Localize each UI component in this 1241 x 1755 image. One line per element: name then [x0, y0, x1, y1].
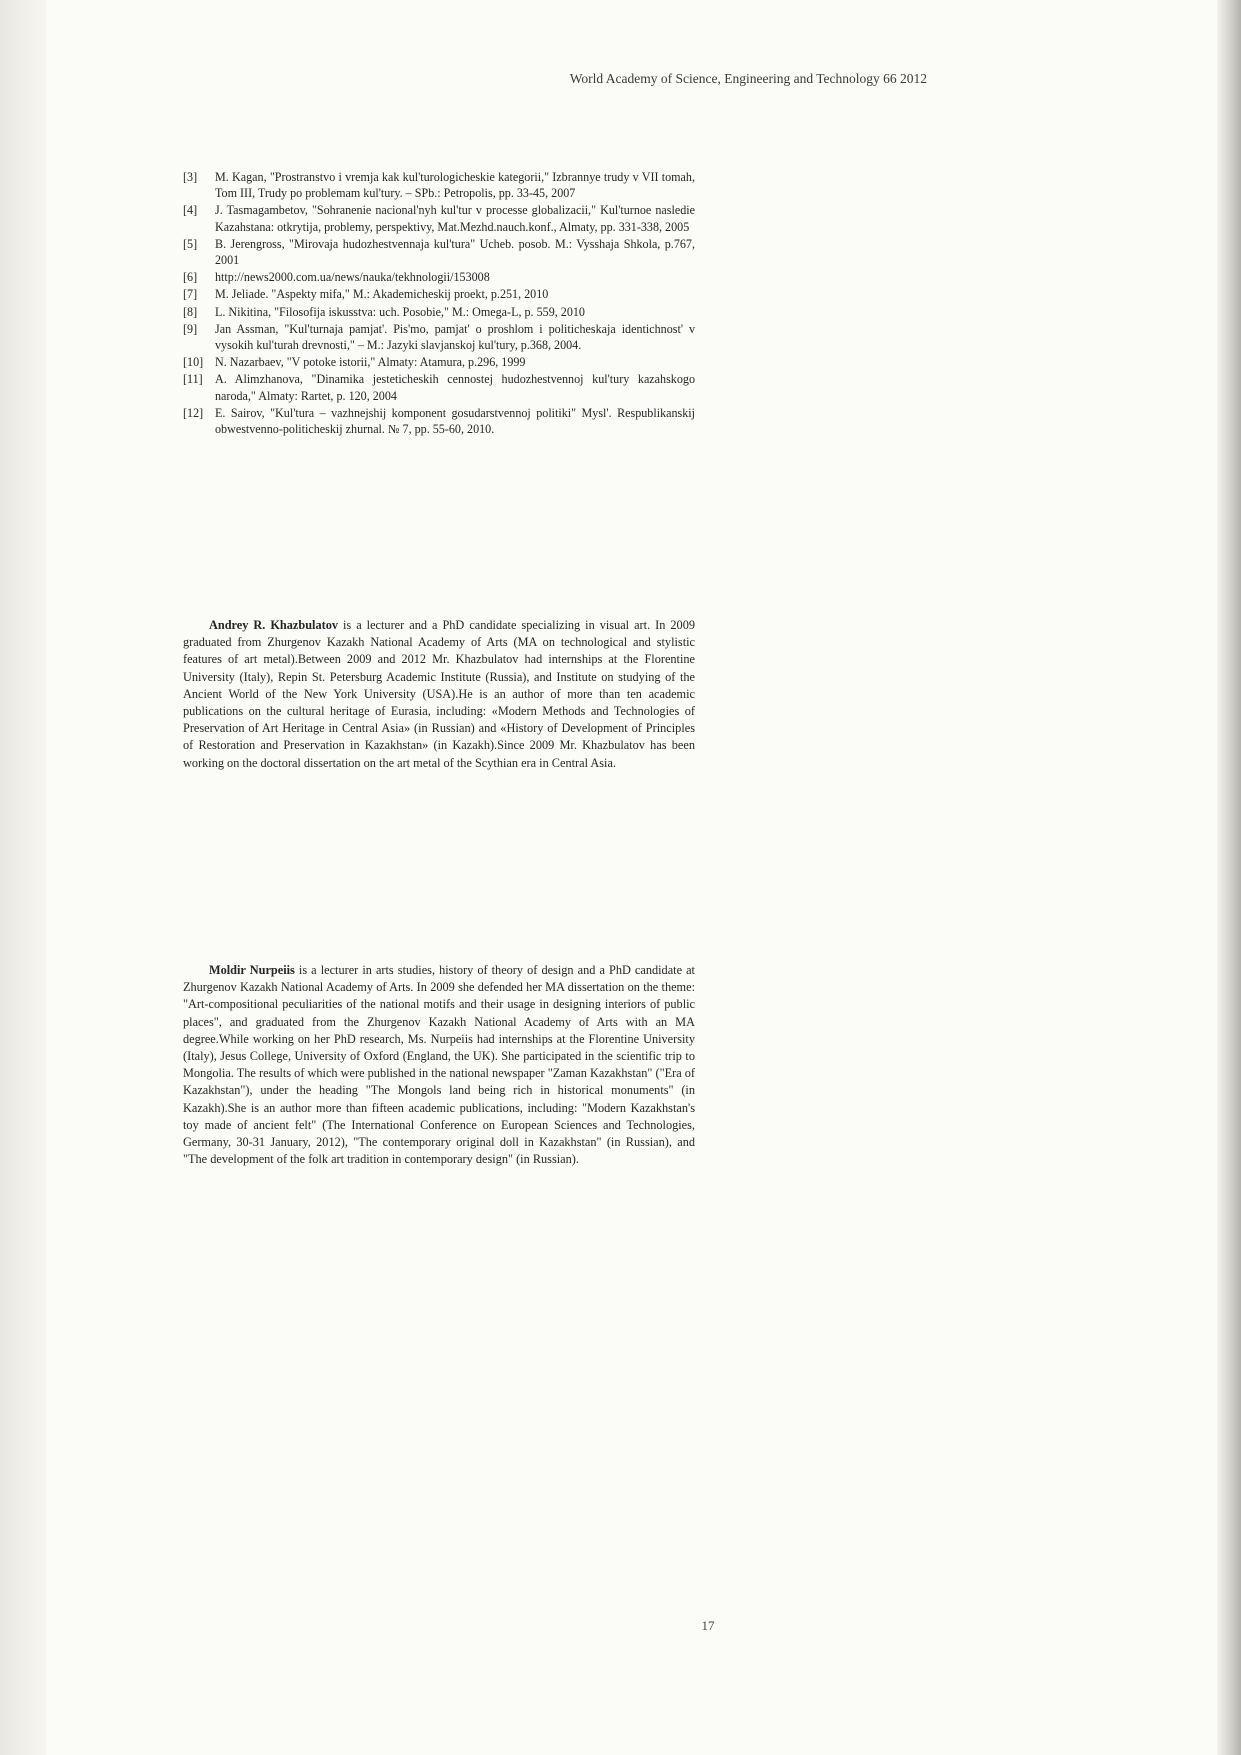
reference-text: N. Nazarbaev, "V potoke istorii," Almaty: Atamura, p.296, 1999: [215, 355, 526, 370]
reference-number: [10]: [183, 355, 204, 370]
author-name: Moldir Nurpeiis: [209, 963, 295, 977]
reference-text: A. Alimzhanova, "Dinamika jesteticheskih cennostej hudozhestvennoj kul'tury kazahskogo naroda," Almaty: Rartet, p. 120, 2004: [215, 372, 695, 403]
author-bio-nurpeiis: [183, 962, 695, 1168]
page-number: 17: [701, 1618, 715, 1633]
bio-paragraph: [183, 617, 695, 772]
reference-item: [183, 286, 695, 302]
author-name: Andrey R. Khazbulatov: [209, 618, 339, 632]
reference-text: M. Jeliade. "Aspekty mifa," M.: Akademicheskij proekt, p.251, 2010: [215, 287, 549, 302]
reference-text: L. Nikitina, "Filosofija iskusstva: uch. Posobie," M.: Omega-L, p. 559, 2010: [215, 304, 585, 319]
reference-number: [7]: [183, 287, 198, 302]
reference-text: http://news2000.com.ua/news/nauka/tekhnologii/153008: [215, 270, 490, 285]
reference-list: [183, 169, 695, 438]
reference-text: J. Tasmagambetov, "Sohranenie nacional'nyh kul'tur v processe globalizacii," Kul'turnoe nasledie Kazahstana: otkrytija, problemy, perspektivy, Mat.Mezhd.nauch.konf., Almaty, pp. 331-338, 2005: [215, 203, 695, 234]
reference-item: [183, 169, 695, 201]
reference-item: [183, 405, 695, 437]
reference-number: [8]: [183, 304, 198, 319]
reference-text: M. Kagan, "Prostranstvo i vremja kak kul'turologicheskie kategorii," Izbrannye trudy v VII tomah, Tom III, Trudy po problemam kul'tury. – SPb.: Petropolis, pp. 33-45, 2007: [215, 170, 695, 201]
bio-paragraph: [183, 962, 695, 1168]
reference-item: [183, 236, 695, 268]
reference-text: B. Jerengross, "Mirovaja hudozhestvennaja kul'tura" Ucheb. posob. M.: Vysshaja Shkola, p.767, 2001: [215, 236, 695, 268]
author-bio-khazbulatov: [183, 617, 695, 772]
reference-text: E. Sairov, "Kul'tura – vazhnejshij komponent gosudarstvennoj politiki" Mysl'. Respublikanskij obwestvenno-politicheskij zhurnal. № 7, pp. 55-60, 2010.: [215, 405, 695, 437]
reference-number: [11]: [183, 372, 203, 387]
reference-number: [12]: [183, 405, 204, 420]
reference-number: [4]: [183, 203, 198, 218]
scan-right-edge: [1217, 0, 1241, 1755]
reference-number: [6]: [183, 270, 198, 285]
scan-left-edge: [0, 0, 46, 1755]
reference-number: [3]: [183, 170, 198, 184]
bio-text: is a lecturer in arts studies, history of theory of design and a PhD candidate at Zhurgenov Kazakh National Academy of Arts. In 2009 she defended her MA dissertation on the theme: "Art-compositional peculiarities of the national motifs and their usage in designing interiors of public places", and graduated from the Zhurgenov Kazakh National Academy of Arts with an MA degree.While working on her PhD research, Ms. Nurpeiis had internships at the Florentine University (Italy), Jesus College, University of Oxford (England, the UK). She participated in the scientific trip to Mongolia. The results of which were published in the national newspaper "Zaman Kazakhstan" ("Era of Kazakhstan"), under the heading "The Mongols land being rich in historical monuments" (in Kazakh).She is an author more than fifteen academic publications, including: "Modern Kazakhstan's toy made of ancient felt" (The International Conference on European Sciences and Technologies, Germany, 30-31 January, 2012), "The contemporary original doll in Kazakhstan" (in Russian), and "The development of the folk art tradition in contemporary design" (in Russian).: [183, 963, 695, 1167]
reference-number: [5]: [183, 236, 198, 251]
reference-item: [183, 304, 695, 320]
running-header: World Academy of Science, Engineering and Technology 66 2012: [569, 71, 927, 86]
reference-item: [183, 202, 695, 234]
reference-item: [183, 321, 695, 353]
reference-item: [183, 371, 695, 403]
reference-item: [183, 354, 695, 370]
bio-text: is a lecturer and a PhD candidate specializing in visual art. In 2009 graduated from Zhurgenov Kazakh National Academy of Arts (MA on technological and stylistic features of art metal).Between 2009 and 2012 Mr. Khazbulatov had internships at the Florentine University (Italy), Repin St. Petersburg Academic Institute (Russia), and Institute on studying of the Ancient World of the New York University (USA).He is an author of more than ten academic publications on the cultural heritage of Eurasia, including: «Modern Methods and Technologies of Preservation of Art Heritage in Central Asia» (in Russian) and «History of Development of Principles of Restoration and Preservation in Kazakhstan» (in Kazakh).Since 2009 Mr. Khazbulatov has been working on the doctoral dissertation on the art metal of the Scythian era in Central Asia.: [183, 618, 695, 770]
reference-number: [9]: [183, 321, 198, 336]
reference-item: [183, 269, 695, 285]
reference-text: Jan Assman, "Kul'turnaja pamjat'. Pis'mo, pamjat' o proshlom i politicheskaja identichnost' v vysokih kul'turah drevnosti," – M.: Jazyki slavjanskoj kul'tury, p.368, 2004.: [215, 321, 695, 353]
